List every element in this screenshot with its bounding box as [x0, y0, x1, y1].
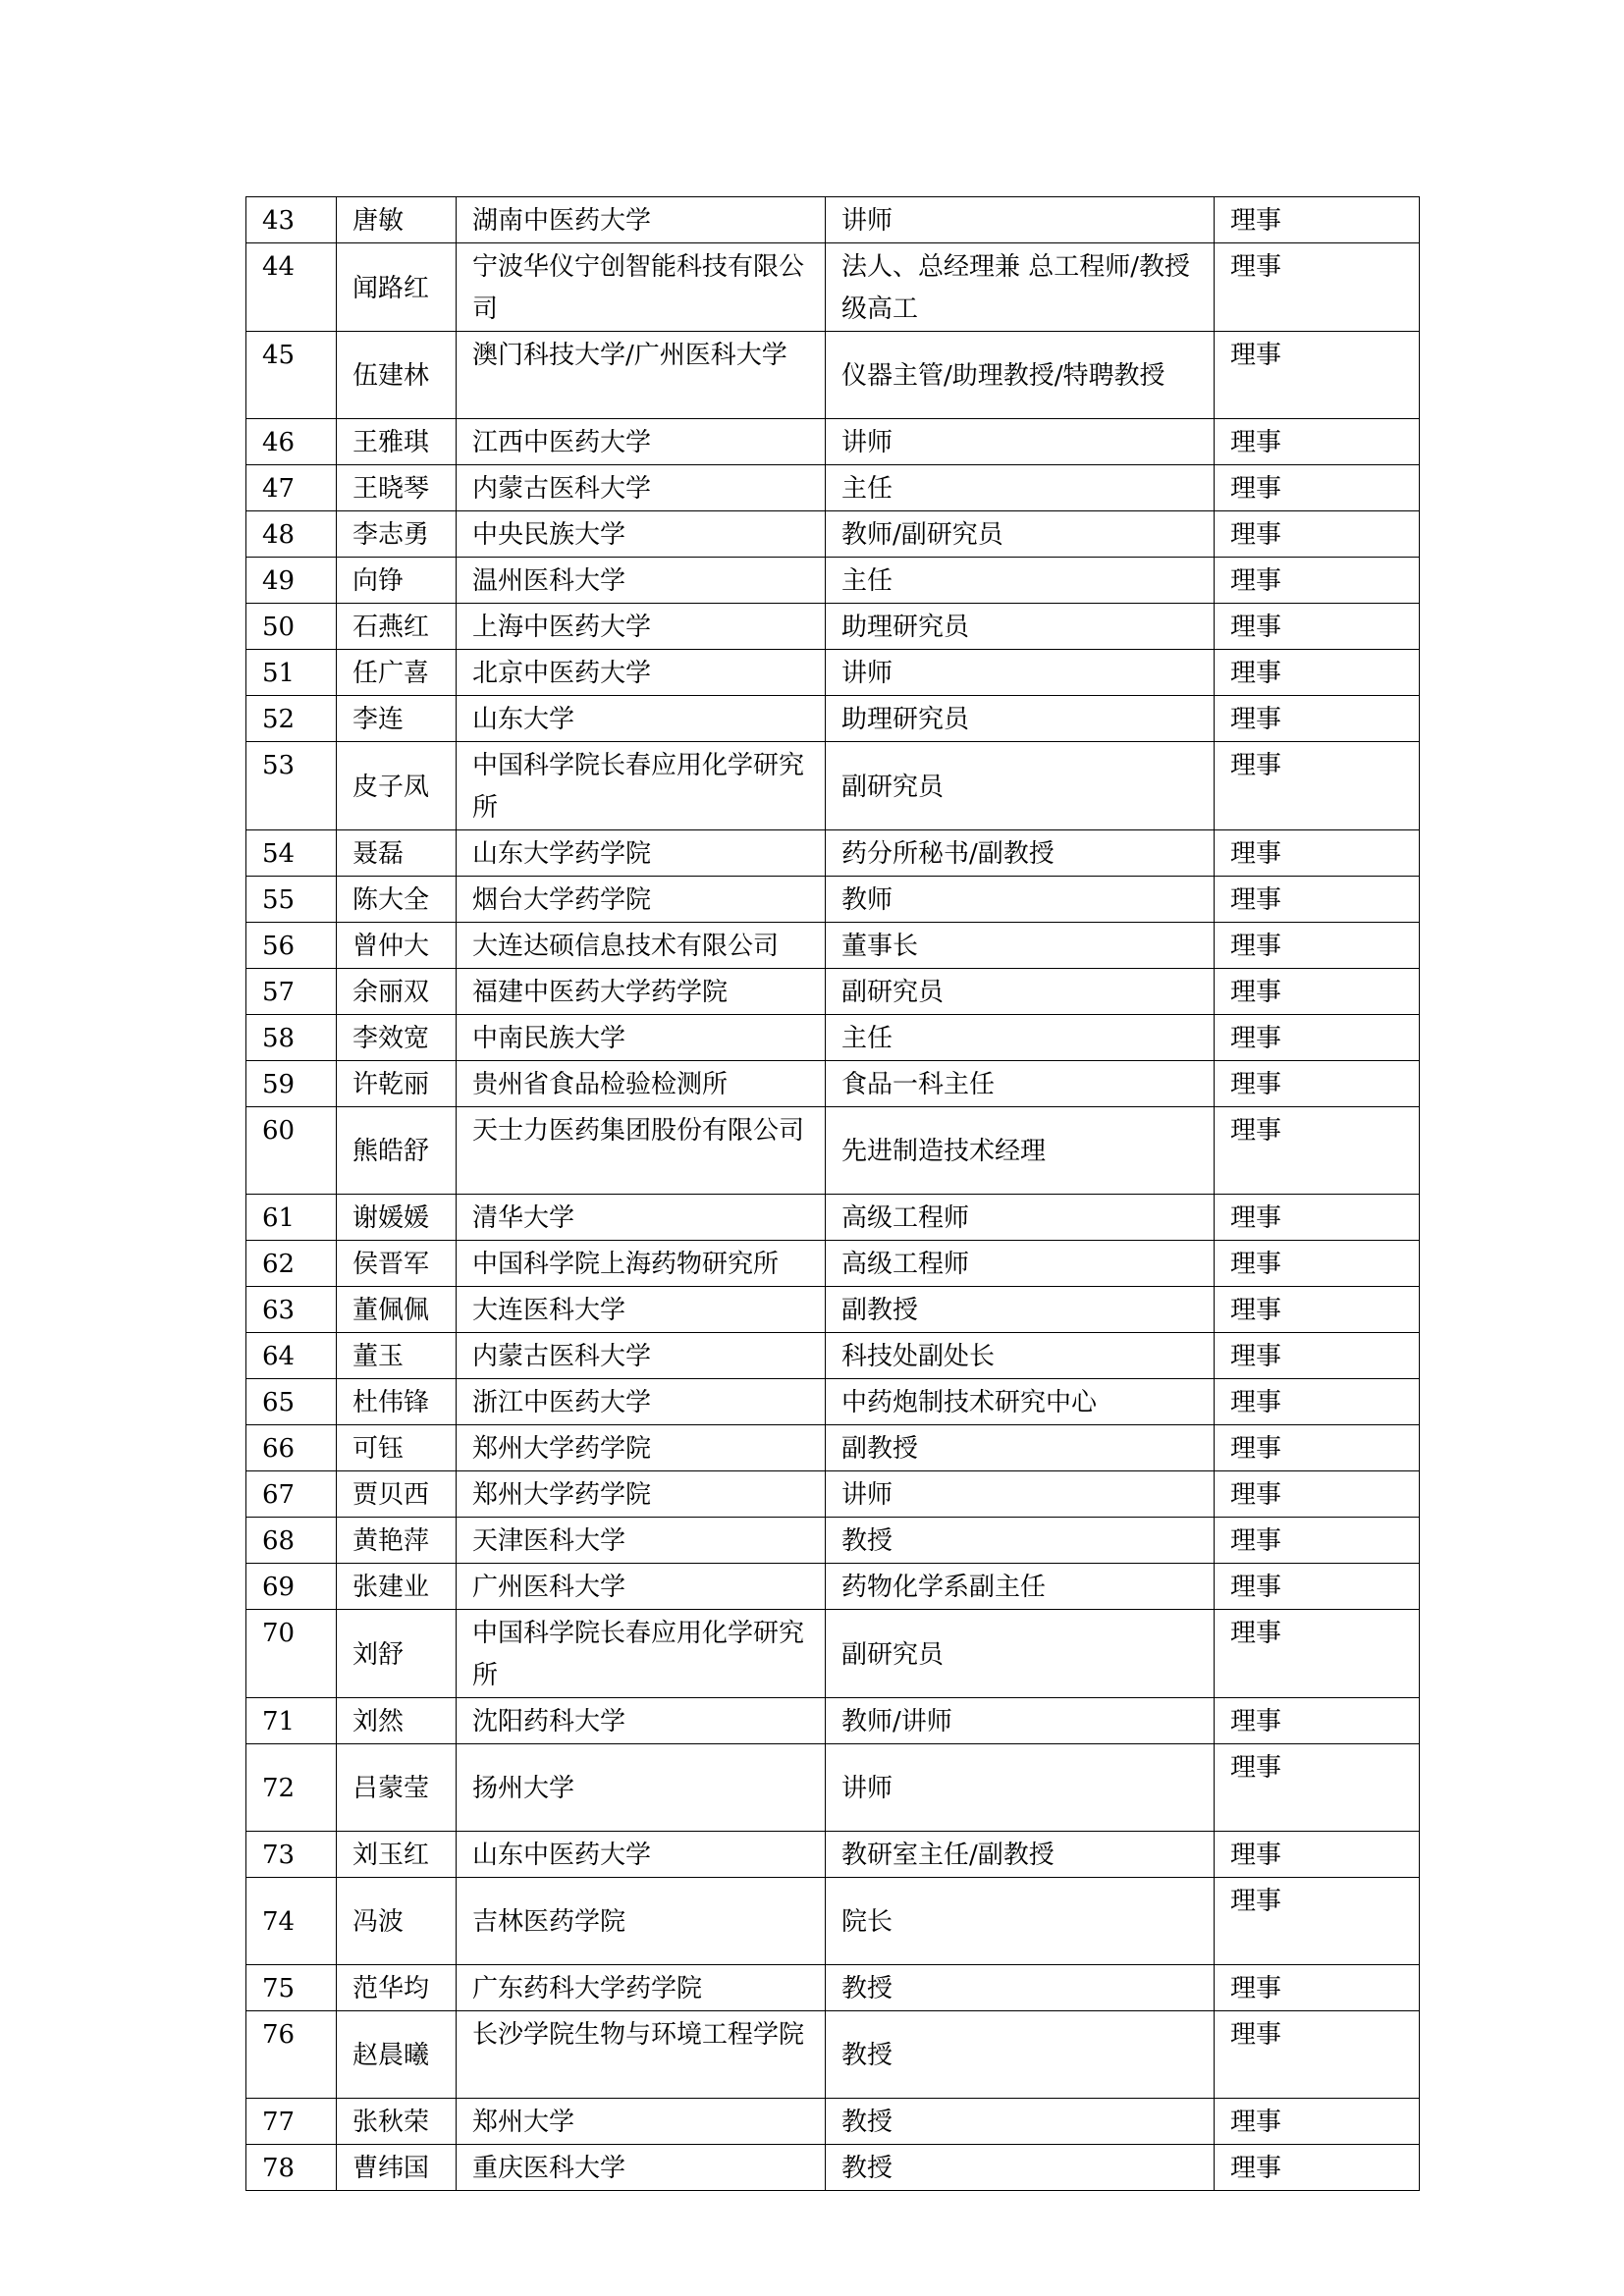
- member-organization: 大连医科大学: [457, 1287, 826, 1333]
- row-number: 61: [246, 1195, 337, 1241]
- member-role: 理事: [1215, 2145, 1420, 2191]
- member-title: 先进制造技术经理: [826, 1107, 1215, 1195]
- member-name: 刘玉红: [337, 1832, 457, 1878]
- member-role: 理事: [1215, 830, 1420, 877]
- member-title: 教授: [826, 1518, 1215, 1564]
- member-table-page: [245, 196, 1419, 2191]
- table-row: [246, 604, 1420, 650]
- member-name: 许乾丽: [337, 1061, 457, 1107]
- member-organization: 中国科学院长春应用化学研究所: [457, 1610, 826, 1698]
- member-title: 科技处副处长: [826, 1333, 1215, 1379]
- member-title: 药分所秘书/副教授: [826, 830, 1215, 877]
- member-role: 理事: [1215, 2099, 1420, 2145]
- table-row: [246, 1061, 1420, 1107]
- member-role: 理事: [1215, 923, 1420, 969]
- table-row: [246, 1015, 1420, 1061]
- member-name: 董玉: [337, 1333, 457, 1379]
- member-organization: 内蒙古医科大学: [457, 1333, 826, 1379]
- row-number: 57: [246, 969, 337, 1015]
- member-organization: 温州医科大学: [457, 558, 826, 604]
- member-organization: 山东中医药大学: [457, 1832, 826, 1878]
- member-name: 唐敏: [337, 197, 457, 243]
- row-number: 54: [246, 830, 337, 877]
- table-row: [246, 2099, 1420, 2145]
- member-name: 张秋荣: [337, 2099, 457, 2145]
- member-role: 理事: [1215, 1379, 1420, 1425]
- member-title: 药物化学系副主任: [826, 1564, 1215, 1610]
- member-title: 法人、总经理兼 总工程师/教授级高工: [826, 243, 1215, 332]
- table-row: [246, 877, 1420, 923]
- row-number: 50: [246, 604, 337, 650]
- member-name: 闻路红: [337, 243, 457, 332]
- table-row: [246, 830, 1420, 877]
- member-title: 讲师: [826, 419, 1215, 465]
- member-organization: 澳门科技大学/广州医科大学: [457, 332, 826, 419]
- row-number: 77: [246, 2099, 337, 2145]
- member-role: 理事: [1215, 1061, 1420, 1107]
- member-organization: 中央民族大学: [457, 511, 826, 558]
- table-row: [246, 1518, 1420, 1564]
- table-row: [246, 1564, 1420, 1610]
- member-role: 理事: [1215, 197, 1420, 243]
- member-name: 可钰: [337, 1425, 457, 1471]
- table-row: [246, 243, 1420, 332]
- member-role: 理事: [1215, 1518, 1420, 1564]
- row-number: 70: [246, 1610, 337, 1698]
- member-organization: 中国科学院上海药物研究所: [457, 1241, 826, 1287]
- member-name: 谢媛媛: [337, 1195, 457, 1241]
- member-organization: 重庆医科大学: [457, 2145, 826, 2191]
- member-role: 理事: [1215, 2011, 1420, 2099]
- table-row: [246, 923, 1420, 969]
- row-number: 73: [246, 1832, 337, 1878]
- member-title: 副教授: [826, 1425, 1215, 1471]
- member-title: 院长: [826, 1878, 1215, 1965]
- member-title: 食品一科主任: [826, 1061, 1215, 1107]
- member-title: 讲师: [826, 197, 1215, 243]
- member-title: 中药炮制技术研究中心: [826, 1379, 1215, 1425]
- row-number: 46: [246, 419, 337, 465]
- member-organization: 中国科学院长春应用化学研究所: [457, 742, 826, 830]
- member-organization: 郑州大学药学院: [457, 1471, 826, 1518]
- row-number: 62: [246, 1241, 337, 1287]
- member-name: 聂磊: [337, 830, 457, 877]
- table-row: [246, 1878, 1420, 1965]
- table-row: [246, 1107, 1420, 1195]
- table-row: [246, 465, 1420, 511]
- row-number: 49: [246, 558, 337, 604]
- row-number: 69: [246, 1564, 337, 1610]
- member-organization: 郑州大学药学院: [457, 1425, 826, 1471]
- member-title: 高级工程师: [826, 1241, 1215, 1287]
- member-role: 理事: [1215, 650, 1420, 696]
- member-organization: 扬州大学: [457, 1744, 826, 1832]
- member-role: 理事: [1215, 243, 1420, 332]
- table-row: [246, 1333, 1420, 1379]
- member-role: 理事: [1215, 742, 1420, 830]
- table-row: [246, 1241, 1420, 1287]
- row-number: 56: [246, 923, 337, 969]
- row-number: 76: [246, 2011, 337, 2099]
- row-number: 44: [246, 243, 337, 332]
- member-role: 理事: [1215, 1564, 1420, 1610]
- member-title: 教授: [826, 2011, 1215, 2099]
- table-row: [246, 419, 1420, 465]
- member-name: 熊皓舒: [337, 1107, 457, 1195]
- member-name: 陈大全: [337, 877, 457, 923]
- member-role: 理事: [1215, 1832, 1420, 1878]
- member-role: 理事: [1215, 1241, 1420, 1287]
- member-name: 赵晨曦: [337, 2011, 457, 2099]
- member-title: 教师/副研究员: [826, 511, 1215, 558]
- row-number: 72: [246, 1744, 337, 1832]
- row-number: 68: [246, 1518, 337, 1564]
- member-title: 主任: [826, 465, 1215, 511]
- member-name: 李连: [337, 696, 457, 742]
- row-number: 74: [246, 1878, 337, 1965]
- table-row: [246, 1698, 1420, 1744]
- member-role: 理事: [1215, 1015, 1420, 1061]
- member-title: 教授: [826, 1965, 1215, 2011]
- table-row: [246, 1471, 1420, 1518]
- member-role: 理事: [1215, 558, 1420, 604]
- member-title: 副教授: [826, 1287, 1215, 1333]
- member-name: 董佩佩: [337, 1287, 457, 1333]
- member-name: 王雅琪: [337, 419, 457, 465]
- member-organization: 上海中医药大学: [457, 604, 826, 650]
- table-row: [246, 742, 1420, 830]
- member-title: 董事长: [826, 923, 1215, 969]
- table-row: [246, 332, 1420, 419]
- member-title: 教研室主任/副教授: [826, 1832, 1215, 1878]
- member-title: 讲师: [826, 650, 1215, 696]
- row-number: 78: [246, 2145, 337, 2191]
- member-title: 高级工程师: [826, 1195, 1215, 1241]
- member-title: 仪器主管/助理教授/特聘教授: [826, 332, 1215, 419]
- row-number: 45: [246, 332, 337, 419]
- member-name: 张建业: [337, 1564, 457, 1610]
- member-name: 皮子凤: [337, 742, 457, 830]
- member-role: 理事: [1215, 1610, 1420, 1698]
- row-number: 63: [246, 1287, 337, 1333]
- member-name: 任广喜: [337, 650, 457, 696]
- member-title: 主任: [826, 558, 1215, 604]
- member-role: 理事: [1215, 1471, 1420, 1518]
- member-title: 主任: [826, 1015, 1215, 1061]
- member-table: [245, 196, 1420, 2191]
- member-organization: 湖南中医药大学: [457, 197, 826, 243]
- member-organization: 浙江中医药大学: [457, 1379, 826, 1425]
- member-role: 理事: [1215, 1698, 1420, 1744]
- table-row: [246, 1425, 1420, 1471]
- member-name: 刘舒: [337, 1610, 457, 1698]
- row-number: 55: [246, 877, 337, 923]
- member-organization: 贵州省食品检验检测所: [457, 1061, 826, 1107]
- table-row: [246, 2011, 1420, 2099]
- member-name: 向铮: [337, 558, 457, 604]
- member-role: 理事: [1215, 1333, 1420, 1379]
- member-title: 教师: [826, 877, 1215, 923]
- member-organization: 宁波华仪宁创智能科技有限公司: [457, 243, 826, 332]
- member-organization: 山东大学药学院: [457, 830, 826, 877]
- member-title: 讲师: [826, 1471, 1215, 1518]
- row-number: 64: [246, 1333, 337, 1379]
- member-title: 副研究员: [826, 969, 1215, 1015]
- member-name: 曹纬国: [337, 2145, 457, 2191]
- table-row: [246, 1195, 1420, 1241]
- table-row: [246, 1610, 1420, 1698]
- member-name: 李志勇: [337, 511, 457, 558]
- member-title: 助理研究员: [826, 696, 1215, 742]
- member-organization: 沈阳药科大学: [457, 1698, 826, 1744]
- table-row: [246, 1744, 1420, 1832]
- row-number: 59: [246, 1061, 337, 1107]
- member-name: 王晓琴: [337, 465, 457, 511]
- table-row: [246, 969, 1420, 1015]
- member-organization: 福建中医药大学药学院: [457, 969, 826, 1015]
- row-number: 53: [246, 742, 337, 830]
- member-organization: 广州医科大学: [457, 1564, 826, 1610]
- table-row: [246, 1965, 1420, 2011]
- member-organization: 江西中医药大学: [457, 419, 826, 465]
- member-name: 余丽双: [337, 969, 457, 1015]
- member-title: 助理研究员: [826, 604, 1215, 650]
- member-role: 理事: [1215, 696, 1420, 742]
- member-role: 理事: [1215, 1878, 1420, 1965]
- member-organization: 长沙学院生物与环境工程学院: [457, 2011, 826, 2099]
- member-name: 冯波: [337, 1878, 457, 1965]
- member-organization: 郑州大学: [457, 2099, 826, 2145]
- member-name: 石燕红: [337, 604, 457, 650]
- member-role: 理事: [1215, 511, 1420, 558]
- member-title: 讲师: [826, 1744, 1215, 1832]
- row-number: 60: [246, 1107, 337, 1195]
- member-organization: 北京中医药大学: [457, 650, 826, 696]
- member-name: 杜伟锋: [337, 1379, 457, 1425]
- member-organization: 广东药科大学药学院: [457, 1965, 826, 2011]
- member-role: 理事: [1215, 1965, 1420, 2011]
- table-row: [246, 1287, 1420, 1333]
- member-role: 理事: [1215, 969, 1420, 1015]
- table-row: [246, 1832, 1420, 1878]
- row-number: 43: [246, 197, 337, 243]
- row-number: 67: [246, 1471, 337, 1518]
- row-number: 66: [246, 1425, 337, 1471]
- row-number: 48: [246, 511, 337, 558]
- row-number: 58: [246, 1015, 337, 1061]
- member-name: 伍建林: [337, 332, 457, 419]
- row-number: 52: [246, 696, 337, 742]
- member-role: 理事: [1215, 877, 1420, 923]
- member-role: 理事: [1215, 419, 1420, 465]
- member-role: 理事: [1215, 1425, 1420, 1471]
- member-name: 黄艳萍: [337, 1518, 457, 1564]
- row-number: 71: [246, 1698, 337, 1744]
- row-number: 65: [246, 1379, 337, 1425]
- member-organization: 天士力医药集团股份有限公司: [457, 1107, 826, 1195]
- row-number: 47: [246, 465, 337, 511]
- table-row: [246, 650, 1420, 696]
- table-row: [246, 2145, 1420, 2191]
- member-role: 理事: [1215, 1744, 1420, 1832]
- member-title: 教授: [826, 2145, 1215, 2191]
- member-title: 教师/讲师: [826, 1698, 1215, 1744]
- member-role: 理事: [1215, 1195, 1420, 1241]
- member-organization: 清华大学: [457, 1195, 826, 1241]
- member-role: 理事: [1215, 465, 1420, 511]
- member-organization: 烟台大学药学院: [457, 877, 826, 923]
- member-title: 副研究员: [826, 742, 1215, 830]
- member-organization: 吉林医药学院: [457, 1878, 826, 1965]
- member-name: 侯晋军: [337, 1241, 457, 1287]
- member-role: 理事: [1215, 604, 1420, 650]
- member-name: 李效宽: [337, 1015, 457, 1061]
- member-organization: 内蒙古医科大学: [457, 465, 826, 511]
- member-role: 理事: [1215, 1107, 1420, 1195]
- member-title: 教授: [826, 2099, 1215, 2145]
- table-row: [246, 1379, 1420, 1425]
- table-row: [246, 696, 1420, 742]
- member-role: 理事: [1215, 1287, 1420, 1333]
- member-organization: 大连达硕信息技术有限公司: [457, 923, 826, 969]
- member-title: 副研究员: [826, 1610, 1215, 1698]
- member-role: 理事: [1215, 332, 1420, 419]
- member-organization: 天津医科大学: [457, 1518, 826, 1564]
- table-row: [246, 197, 1420, 243]
- row-number: 75: [246, 1965, 337, 2011]
- member-organization: 中南民族大学: [457, 1015, 826, 1061]
- member-name: 刘然: [337, 1698, 457, 1744]
- member-organization: 山东大学: [457, 696, 826, 742]
- table-row: [246, 511, 1420, 558]
- row-number: 51: [246, 650, 337, 696]
- member-name: 范华均: [337, 1965, 457, 2011]
- member-name: 曾仲大: [337, 923, 457, 969]
- member-name: 贾贝西: [337, 1471, 457, 1518]
- member-table-body: [246, 197, 1420, 2191]
- table-row: [246, 558, 1420, 604]
- member-name: 吕蒙莹: [337, 1744, 457, 1832]
